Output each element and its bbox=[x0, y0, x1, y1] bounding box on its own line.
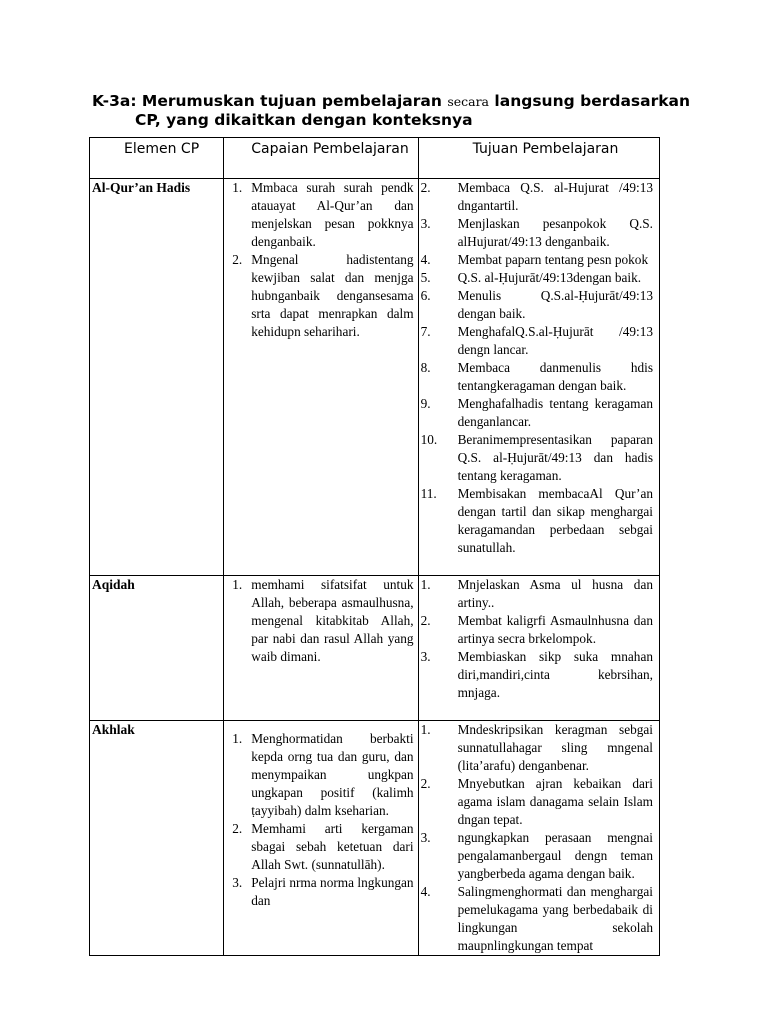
item-text: Memhami arti kergaman sbagai sebah ketetuan dari Allah Swt. (sunnatullāh). bbox=[251, 821, 414, 872]
item-number: 9. bbox=[420, 396, 431, 411]
learning-objectives-table bbox=[89, 137, 660, 956]
list-item bbox=[419, 251, 653, 269]
item-number: 11. bbox=[420, 486, 437, 501]
tp-list bbox=[419, 576, 653, 702]
header-capaian: Capaian Pembelajaran bbox=[224, 138, 418, 179]
item-text: Membaca danmenulis hdis tentangkeragaman dengan baik. bbox=[457, 360, 653, 393]
tp-list bbox=[419, 179, 653, 557]
item-number: 1. bbox=[232, 180, 243, 195]
list-item bbox=[419, 431, 653, 485]
list-item bbox=[419, 648, 653, 702]
item-text: memhami sifatsifat untuk Allah, beberapa asmaulhusna, mengenal kitabkitab Allah, par nabi dan rasul Allah yang waib dimani. bbox=[251, 577, 414, 664]
list-item bbox=[419, 323, 653, 359]
item-number: 6. bbox=[420, 288, 431, 303]
item-text: Pelajri nrma norma lngkungan dan bbox=[251, 875, 414, 908]
cp-list bbox=[224, 576, 413, 666]
table-row-aqidah bbox=[90, 576, 660, 721]
item-number: 8. bbox=[420, 360, 431, 375]
list-item bbox=[419, 359, 653, 395]
item-text: Mngenal hadistentang kewjiban salat dan menjga hubnganbaik dengansesama srta dapat menrapkan dalm kehidupn seharihari. bbox=[251, 252, 414, 339]
cp-list bbox=[224, 730, 413, 910]
heading-part1: K-3a: Merumuskan tujuan pembelajaran bbox=[92, 92, 442, 110]
item-text: Menulis Q.S.al-Ḥujurāt/49:13 dengan baik. bbox=[457, 288, 653, 321]
element-label-aqidah bbox=[90, 576, 224, 721]
heading-small-word: secara bbox=[447, 94, 490, 109]
tp-cell-aqidah bbox=[418, 576, 659, 721]
item-text: Menjlaskan pesanpokok Q.S. alHujurat/49:13 denganbaik. bbox=[457, 216, 653, 249]
item-text: Membaca Q.S. al-Hujurat /49:13 dngantartil. bbox=[457, 180, 653, 213]
list-item bbox=[419, 269, 653, 287]
list-item bbox=[419, 287, 653, 323]
item-text: Salingmenghormati dan menghargai pemelukagama yang berbedabaik di lingkungan sekolah maupnlingkungan tempat bbox=[457, 884, 653, 953]
header-tujuan: Tujuan Pembelajaran bbox=[418, 138, 659, 179]
element-label-akhlak bbox=[90, 721, 224, 956]
item-text: Membat kaligrfi Asmaulnhusna dan artinya secra brkelompok. bbox=[457, 613, 653, 646]
item-number: 1. bbox=[232, 577, 243, 592]
item-number: 2. bbox=[232, 821, 243, 836]
list-item bbox=[419, 721, 653, 775]
item-text: Beranimempresentasikan paparan Q.S. al-Ḥujurāt/49:13 dan hadis tentang keragaman. bbox=[457, 432, 653, 483]
list-item bbox=[419, 829, 653, 883]
heading-part2: langsung berdasarkan bbox=[494, 92, 691, 110]
item-text: Membisakan membacaAl Qur’an dengan tartil dan sikap menghargai keragamandan perbedaan sebgai sunatullah. bbox=[457, 486, 653, 555]
list-item bbox=[224, 576, 413, 666]
item-number: 3. bbox=[420, 830, 431, 845]
list-item bbox=[419, 883, 653, 955]
item-number: 1. bbox=[232, 731, 243, 746]
item-number: 4. bbox=[420, 252, 431, 267]
row-spacer bbox=[419, 702, 653, 720]
item-number: 7. bbox=[420, 324, 431, 339]
tp-cell-alquran bbox=[418, 179, 659, 576]
item-text: ngungkapkan perasaan mengnai pengalamanbergaul dengn teman yangberbeda agama dengan baik. bbox=[457, 830, 653, 881]
heading-line2: CP, yang dikaitkan dengan konteksnya bbox=[135, 111, 473, 129]
list-item bbox=[419, 576, 653, 612]
item-number: 2. bbox=[420, 776, 431, 791]
item-number: 2. bbox=[232, 252, 243, 267]
item-number: 2. bbox=[420, 613, 431, 628]
cp-cell-akhlak bbox=[224, 721, 418, 956]
list-item bbox=[224, 820, 413, 874]
item-number: 3. bbox=[420, 649, 431, 664]
list-item bbox=[224, 251, 413, 341]
list-item bbox=[419, 485, 653, 557]
list-item bbox=[419, 215, 653, 251]
item-text: Mndeskripsikan keragman sebgai sunnatullahagar sling mngenal (lita’arafu) denganbenar. bbox=[457, 722, 653, 773]
list-item bbox=[224, 874, 413, 910]
header-elemen-cp: Elemen CP bbox=[90, 138, 224, 179]
table-row-alquran bbox=[90, 179, 660, 576]
item-number: 1. bbox=[420, 577, 431, 592]
element-name: Akhlak bbox=[92, 722, 135, 737]
item-number: 10. bbox=[420, 432, 438, 447]
cp-cell-alquran bbox=[224, 179, 418, 576]
item-number: 2. bbox=[420, 180, 431, 195]
item-number: 3. bbox=[232, 875, 243, 890]
section-heading bbox=[92, 92, 692, 129]
list-item bbox=[419, 612, 653, 648]
list-item bbox=[224, 179, 413, 251]
item-text: Mnyebutkan ajran kebaikan dari agama islam danagama selain Islam dngan tepat. bbox=[457, 776, 653, 827]
table-header-row bbox=[90, 138, 660, 179]
tp-cell-akhlak bbox=[418, 721, 659, 956]
item-text: Q.S. al-Ḥujurāt/49:13dengan baik. bbox=[457, 270, 642, 285]
item-text: Membiaskan sikp suka mnahan diri,mandiri,cinta kebrsihan, mnjaga. bbox=[457, 649, 653, 700]
item-text: Mmbaca surah surah pendk atauayat Al-Qur’an dan menjelskan pesan pokknya denganbaik. bbox=[251, 180, 414, 249]
list-item bbox=[419, 775, 653, 829]
row-spacer bbox=[419, 557, 653, 575]
item-number: 3. bbox=[420, 216, 431, 231]
list-item bbox=[419, 179, 653, 215]
table-row-akhlak bbox=[90, 721, 660, 956]
item-text: Menghafalhadis tentang keragaman denganlancar. bbox=[457, 396, 653, 429]
item-number: 1. bbox=[420, 722, 431, 737]
cp-cell-aqidah bbox=[224, 576, 418, 721]
item-text: Menghormatidan berbakti kepda orng tua dan guru, dan menympaikan ungkpan ungkapan positif (kalimh ṭayyibah) dalm kseharian. bbox=[251, 731, 414, 818]
cp-list bbox=[224, 179, 413, 341]
element-label-alquran bbox=[90, 179, 224, 576]
tp-list bbox=[419, 721, 653, 955]
list-item bbox=[224, 730, 413, 820]
item-number: 5. bbox=[420, 270, 431, 285]
element-name: Al-Qur’an Hadis bbox=[92, 180, 191, 195]
item-text: Membat paparn tentang pesn pokok bbox=[457, 252, 649, 267]
item-number: 4. bbox=[420, 884, 431, 899]
item-text: MenghafalQ.S.al-Ḥujurāt /49:13 dengn lancar. bbox=[457, 324, 653, 357]
list-item bbox=[419, 395, 653, 431]
item-text: Mnjelaskan Asma ul husna dan artiny.. bbox=[457, 577, 653, 610]
element-name: Aqidah bbox=[92, 577, 135, 592]
